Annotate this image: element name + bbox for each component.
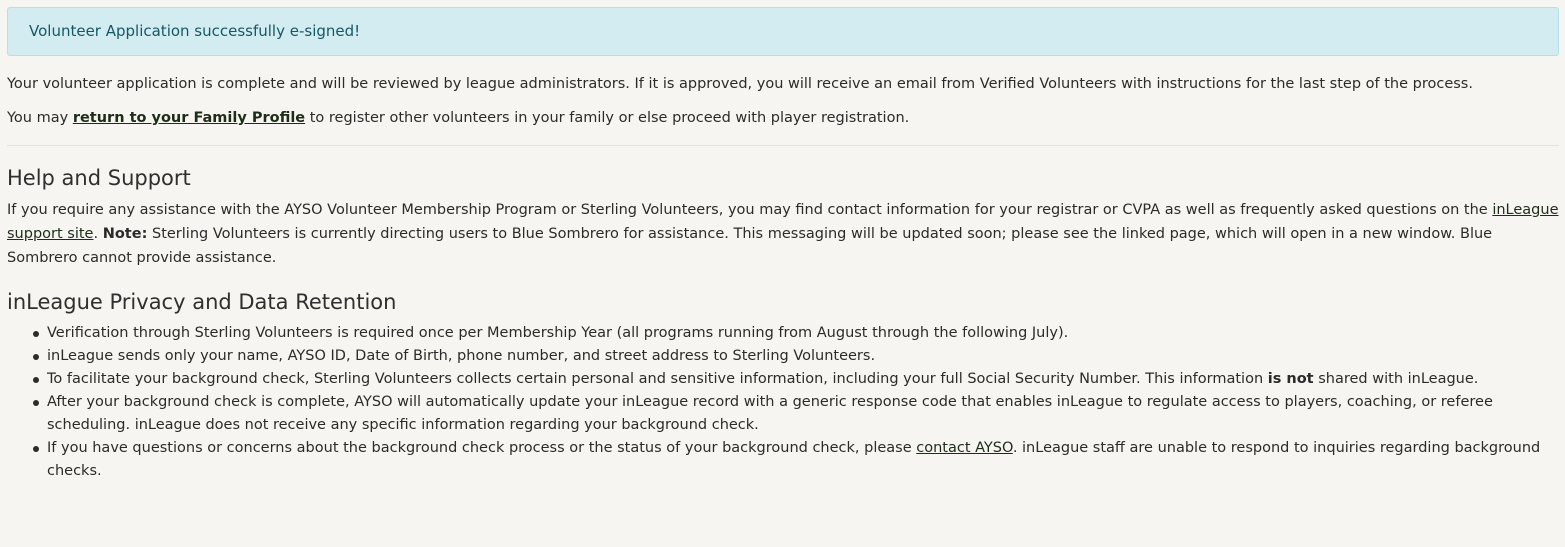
bullet-text: inLeague sends only your name, AYSO ID, Date of Birth, phone number, and street address to Sterling Volunteers. [47,348,876,364]
bullet-icon [33,331,39,337]
bullet-text: After your background check is complete, AYSO will automatically update your inLeague record with a generic response code that enables inLeague to regulate access to players, coaching, or referee scheduling. inLeague does not receive any specific information regarding your background check. [47,394,1493,433]
note-label: Note: [102,226,148,242]
list-item [47,391,1559,437]
bullet-icon [33,377,39,383]
bullet-icon [33,446,39,452]
success-alert [7,7,1559,56]
list-item [47,368,1559,391]
support-site-link[interactable]: inLeague support site [7,202,1559,242]
list-item [47,322,1559,345]
help-text-before: If you require any assistance with the AYSO Volunteer Membership Program or Sterling Volunteers, you may find contact information for your registrar or CVPA as well as frequently asked questions on the [7,202,1493,218]
section-divider [7,145,1559,146]
bullet-icon [33,400,39,406]
bullet-text-after: shared with inLeague. [1313,371,1479,387]
bullet-text-before: To facilitate your background check, Sterling Volunteers collects certain personal and sensitive information, including your full Social Security Number. This information [47,371,1268,387]
help-paragraph [7,198,1559,270]
bullet-text: Verification through Sterling Volunteers is required once per Membership Year (all programs running from August through the following July). [47,325,1069,341]
alert-message: Volunteer Application successfully e-signed! [29,22,361,40]
family-profile-text-before: You may [7,110,73,126]
privacy-heading: inLeague Privacy and Data Retention [7,290,397,314]
bullet-text-after: . inLeague staff are unable to respond to inquiries regarding background checks. [47,440,1541,479]
family-profile-link[interactable]: return to your Family Profile [72,110,306,126]
intro-paragraph: Your volunteer application is complete and will be reviewed by league administrators. If it is approved, you will receive an email from Verified Volunteers with instructions for the last step of the process. [7,76,1473,92]
help-heading: Help and Support [7,166,191,190]
family-profile-text-after: to register other volunteers in your family or else proceed with player registration. [305,110,910,126]
help-text-middle: . [93,226,103,242]
bullet-bold-text: is not [1267,371,1314,387]
family-profile-paragraph [7,106,1559,130]
list-item [47,437,1559,483]
list-item [47,345,1559,368]
bullet-icon [33,354,39,360]
bullet-text-before: If you have questions or concerns about the background check process or the status of your background check, please [47,440,917,456]
contact-ayso-link[interactable]: contact AYSO [916,440,1013,456]
privacy-list [7,322,1559,483]
help-text-after: Sterling Volunteers is currently directing users to Blue Sombrero for assistance. This messaging will be updated soon; please see the linked page, which will open in a new window. Blue Sombrero cannot provide assistance. [7,226,1493,266]
